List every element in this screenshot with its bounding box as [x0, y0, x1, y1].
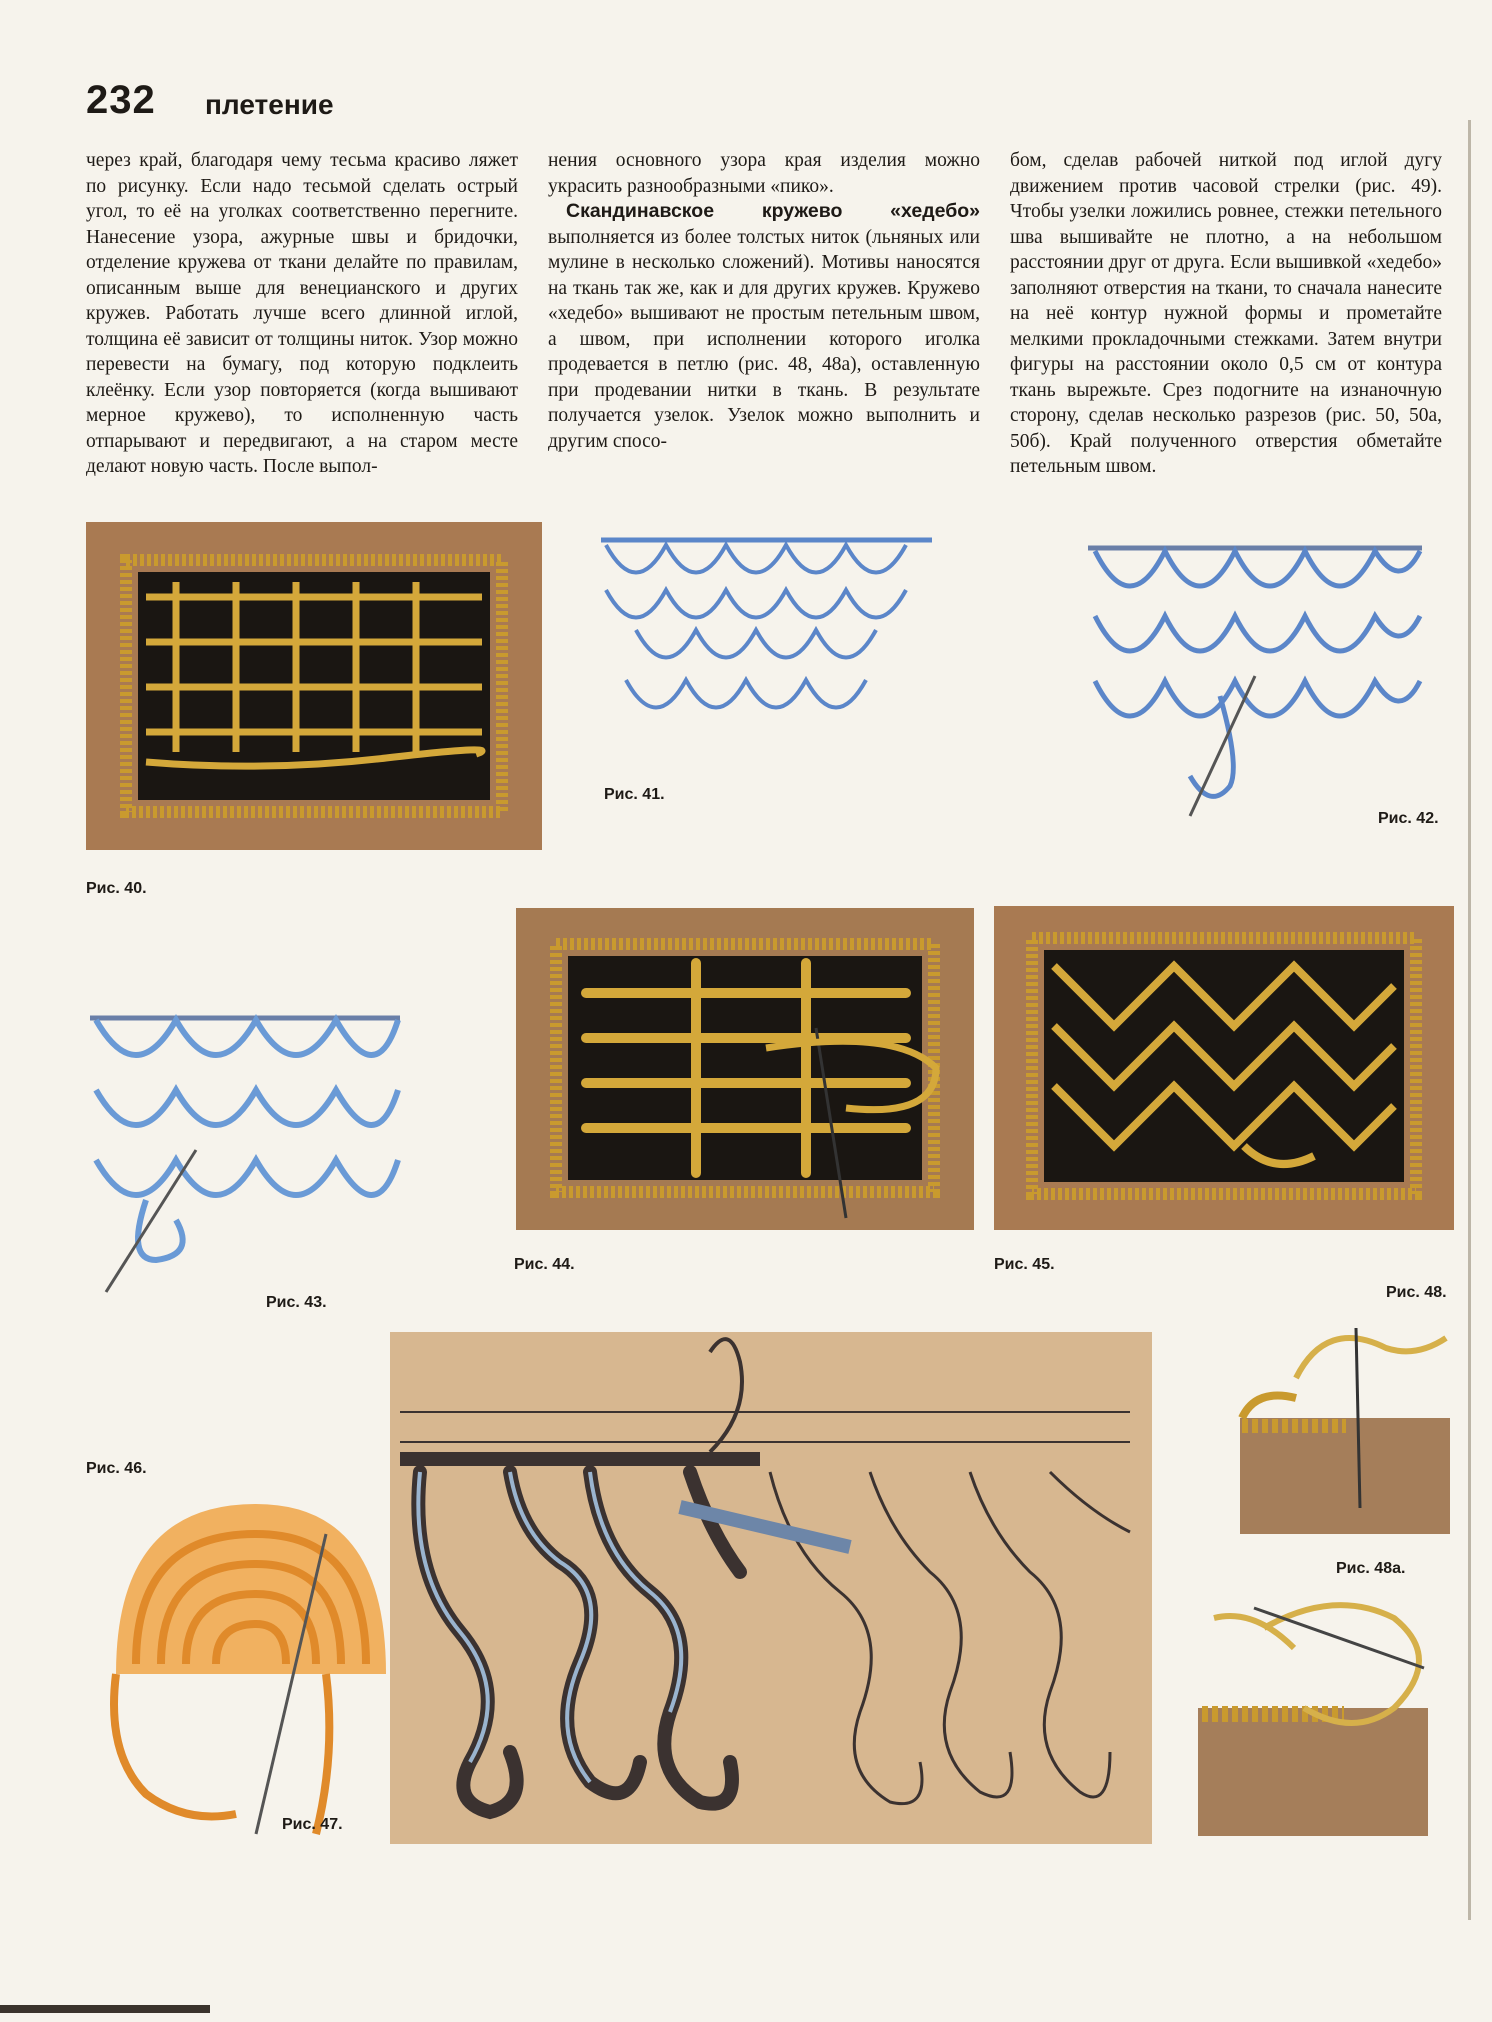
- subheading: Скандинавское кружево «хедебо»: [566, 200, 980, 222]
- paragraph: через край, благодаря чему тесьма красиво ляжет по рисунку. Если надо тесьмой сделать острый угол, то её на уголках соответственно перегните. Нанесение узора, ажурные швы и бридочки, отделение кружева от ткани делайте по правилам, описанным выше для венецианского и других кружев. Работать лучше всего длинной иглой, толщина её зависит от толщины ниток. Узор можно перевести на бумагу, под которую подклеить клеёнку. Если узор повторяется (когда вышивают мерное кружево), то исполненную часть отпарывают и передвигают, а на старом месте делают новую часть. После выпол-: [86, 150, 518, 477]
- paragraph: нения основного узора края изделия можно украсить разнообразными «пико».: [548, 150, 980, 197]
- figure-caption: Рис. 40.: [86, 880, 147, 897]
- figure-caption: Рис. 44.: [514, 1256, 575, 1273]
- figure-41-illustration: [596, 530, 938, 750]
- page-spine-shadow: [1468, 120, 1471, 1920]
- paragraph: [548, 199, 980, 454]
- figure-47-illustration: [390, 1332, 1152, 1844]
- figure-42-illustration: [1080, 536, 1430, 824]
- page-number: 232: [86, 78, 156, 122]
- figure-46-illustration: [86, 1474, 386, 1854]
- figure-caption: Рис. 48а.: [1336, 1560, 1406, 1577]
- figure-caption: Рис. 47.: [282, 1816, 343, 1833]
- section-title: плетение: [205, 89, 334, 120]
- figure-40-illustration: [86, 522, 542, 850]
- paragraph: бом, сделав рабочей ниткой под иглой дугу движением против часовой стрелки (рис. 49). Чтобы узелки ложились ровнее, стежки петельного шва вышивайте не плотно, а на небольшом расстоянии друг от друга. Если вышивкой «хедебо» заполняют отверстия на ткани, то сначала нанесите на неё контур нужной формы и прометайте мелкими прокладочными стежками. Затем внутри фигуры на расстоянии около 0,5 см от контура ткань вырежьте. Срез подогните на изнаночную сторону, сделав несколько разрезов (рис. 50, 50а, 50б). Край полученного отверстия обметайте петельным швом.: [1010, 150, 1442, 477]
- figure-48a-illustration: [1194, 1588, 1456, 1840]
- figure-45-illustration: [994, 906, 1454, 1230]
- figure-caption: Рис. 41.: [604, 786, 665, 803]
- figure-caption: Рис. 43.: [266, 1294, 327, 1311]
- text-column-3: [1010, 148, 1442, 480]
- figure-43-illustration: [86, 1000, 404, 1300]
- figure-caption: Рис. 48.: [1386, 1284, 1447, 1301]
- figure-caption: Рис. 45.: [994, 1256, 1055, 1273]
- paragraph-body: выполняется из более толстых ниток (льняных или мулине в несколько сложений). Мотивы наносятся на ткань так же, как и для других кружев. Кружево «хедебо» вышивают не простым петельным швом, а швом, при исполнении которого иголка продевается в петлю (рис. 48, 48а), оставленную при продевании нитки в ткань. В результате получается узелок. Узелок можно выполнить и другим спосо-: [548, 226, 980, 452]
- figure-44-illustration: [516, 908, 974, 1230]
- figure-48-illustration: [1236, 1318, 1460, 1538]
- page-edge-bar: [0, 2005, 210, 2013]
- figure-caption: Рис. 42.: [1378, 810, 1439, 827]
- text-column-1: [86, 148, 518, 480]
- text-column-2: [548, 148, 980, 454]
- figure-caption: Рис. 46.: [86, 1460, 147, 1477]
